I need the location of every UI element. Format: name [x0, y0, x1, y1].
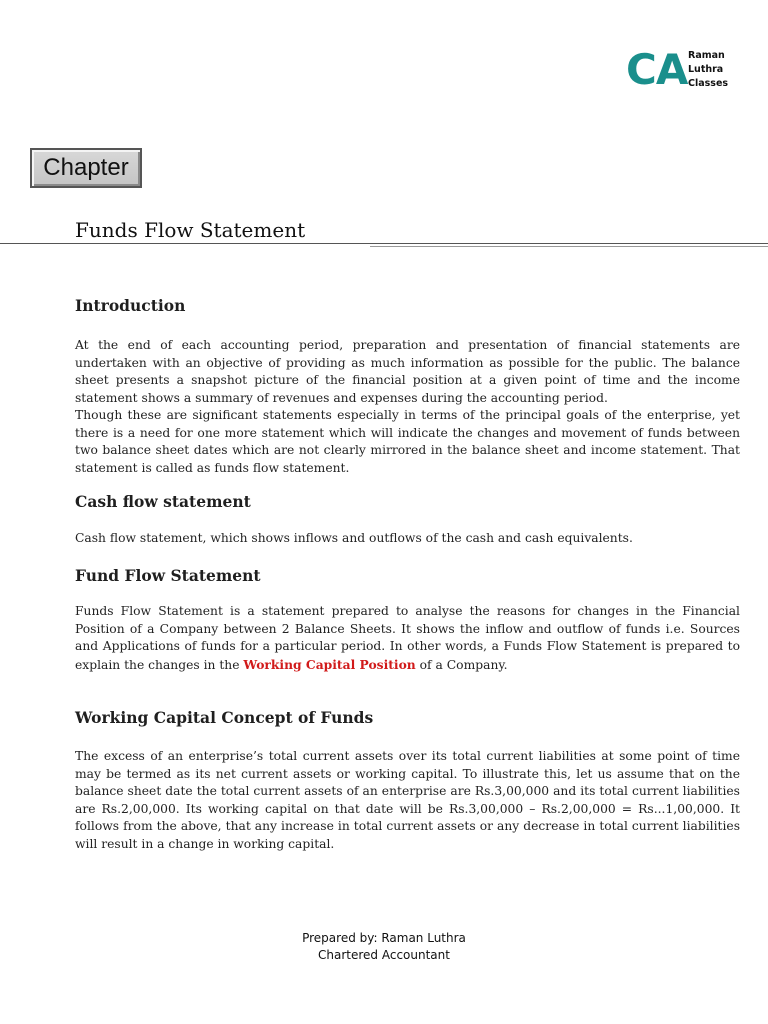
logo-line-3: Classes: [688, 78, 729, 89]
working-capital-paragraph: The excess of an enterprise’s total current assets over its total current liabilities at some point of time may be termed as its net current assets or working capital. To illustrate this, let us assume that on the balance sheet date the total current assets of an enterprise are Rs.3,00,000 and its total current liabilities are Rs.2,00,000. Its working capital on that date will be Rs.3,00,000 – Rs.2,00,000 = Rs...1,00,000. It follows from the above, that any increase in total current assets or any decrease in total current liabilities will result in a change in working capital.: [75, 749, 740, 851]
heading-fund-flow: Fund Flow Statement: [75, 566, 261, 585]
title-rule-secondary: [370, 246, 768, 247]
chapter-badge: Chapter: [30, 148, 142, 188]
logo-mark: CA: [626, 45, 688, 94]
working-capital-highlight: Working Capital Position: [243, 656, 416, 672]
introduction-body: [75, 337, 740, 477]
fund-flow-text-end: of a Company.: [415, 657, 508, 672]
page-title: Funds Flow Statement: [75, 218, 306, 242]
title-rule: [0, 243, 768, 244]
ca-logo: [626, 45, 736, 94]
introduction-paragraph-2: Though these are significant statements especially in terms of the principal goals of the enterprise, yet there is a need for one more statement which will indicate the changes and movement of funds between two balance sheet dates which are not clearly mirrored in the balance sheet and income statement. That statement is called as funds flow statement.: [75, 408, 740, 475]
fund-flow-text-start: Funds Flow Statement is a statement prepared to analyse the reasons for changes in the Financial Position of a Company between 2 Balance Sheets. It shows the inflow and outflow of funds i.e. Sources and Applications of funds for a particular period. In other words, a Funds Flow Statement is prepared to explain the changes in the: [75, 604, 740, 672]
heading-cash-flow: Cash flow statement: [75, 492, 251, 511]
footer-designation: Chartered Accountant: [318, 948, 450, 962]
footer: [234, 930, 534, 964]
heading-working-capital: Working Capital Concept of Funds: [75, 708, 374, 727]
fund-flow-paragraph: [75, 603, 740, 674]
logo-line-2: Luthra: [688, 64, 724, 75]
heading-introduction: Introduction: [75, 296, 186, 315]
logo-text: [688, 49, 728, 91]
cash-flow-paragraph: Cash flow statement, which shows inflows and outflows of the cash and cash equivalents.: [75, 531, 633, 545]
introduction-paragraph-1: At the end of each accounting period, preparation and presentation of financial statements are undertaken with an objective of providing as much information as possible for the public. The balance sheet presents a snapshot picture of the financial position at a given point of time and the income statement shows a summary of revenues and expenses during the accounting period.: [75, 338, 740, 405]
footer-prepared-by: Prepared by: Raman Luthra: [302, 931, 466, 945]
logo-line-1: Raman: [688, 50, 725, 61]
